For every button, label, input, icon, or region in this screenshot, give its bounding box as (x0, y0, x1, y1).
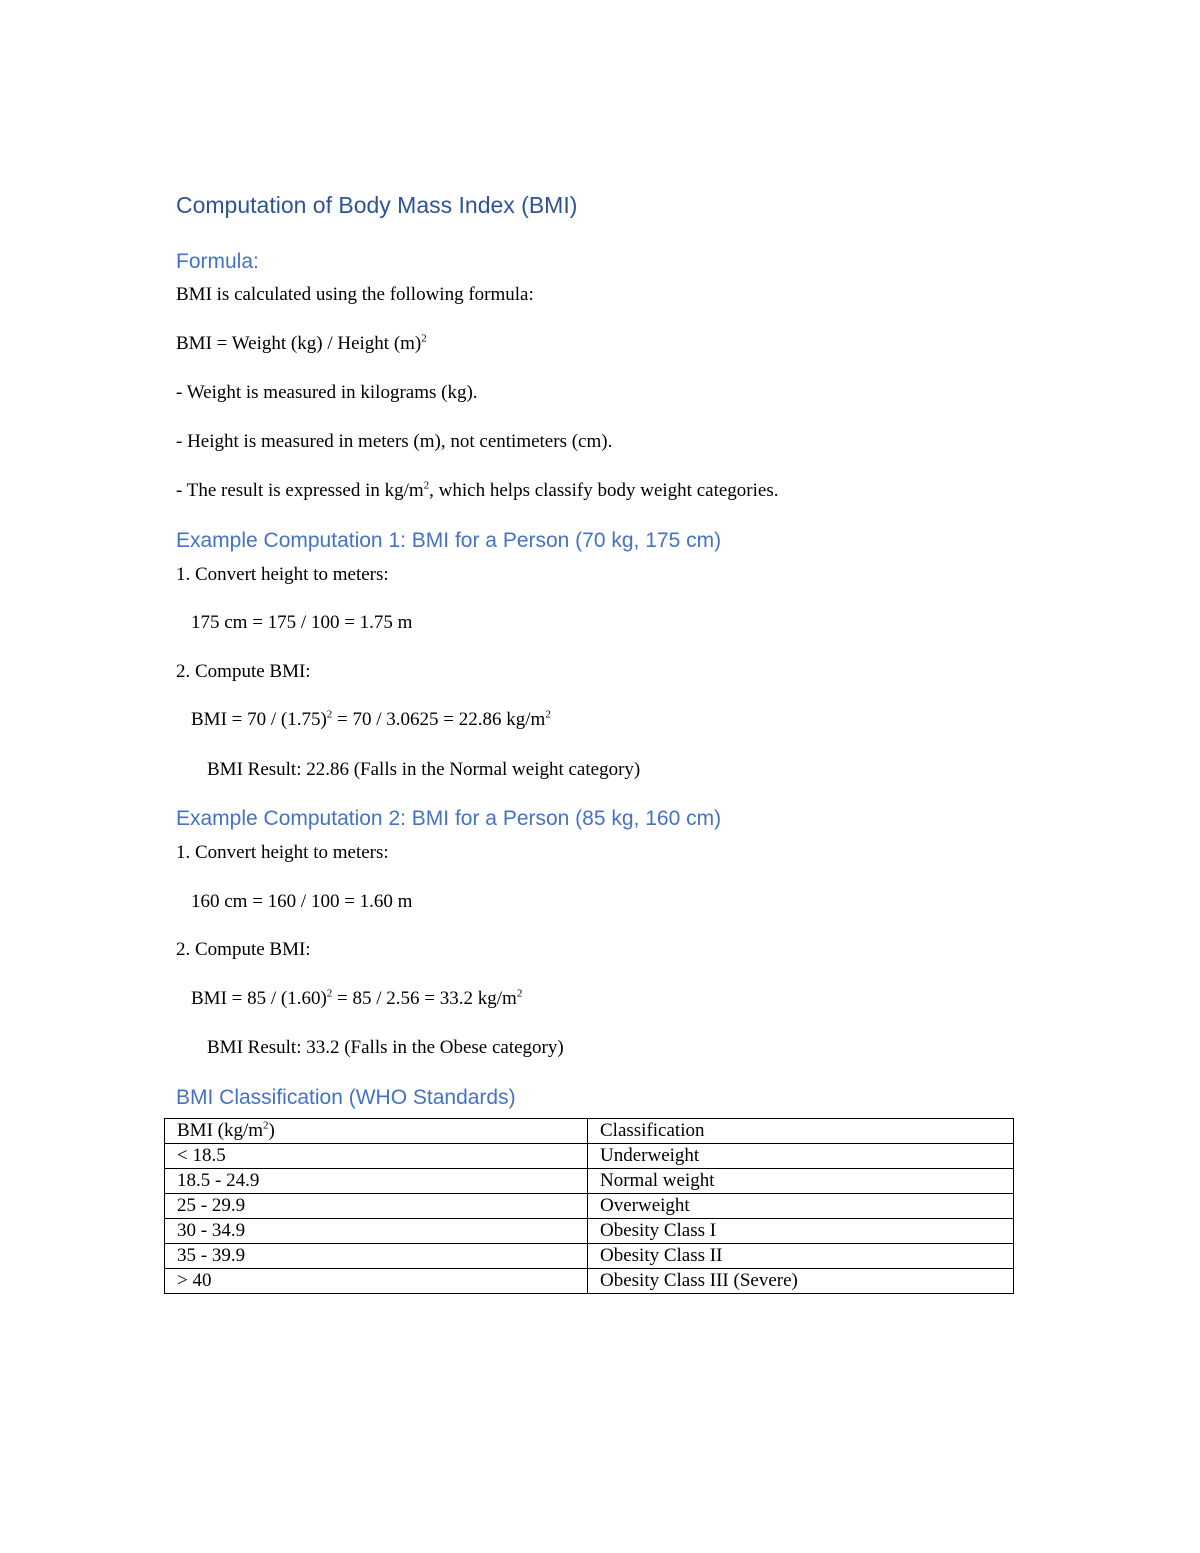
example2-sup-unit: 2 (516, 987, 523, 1000)
classification-cell: Obesity Class II (588, 1244, 1014, 1269)
classification-cell: Underweight (588, 1144, 1014, 1169)
classification-cell: Obesity Class III (Severe) (588, 1269, 1014, 1294)
bullet-result-pre: - The result is expressed in kg/m (176, 480, 424, 501)
example2-result: BMI Result: 33.2 (Falls in the Obese category) (207, 1037, 564, 1058)
formula-heading: Formula: (176, 250, 259, 273)
table-row (165, 1194, 1014, 1219)
formula-intro: BMI is calculated using the following formula: (176, 284, 534, 305)
bullet-result-sup: 2 (423, 479, 430, 492)
example2-heading: Example Computation 2: BMI for a Person (85 kg, 160 cm) (176, 807, 722, 830)
example1-calc-b: = 70 / 3.0625 = 22.86 kg/m (332, 709, 546, 730)
bullet-height: - Height is measured in meters (m), not centimeters (cm). (176, 431, 613, 452)
example2-calc-b: = 85 / 2.56 = 33.2 kg/m (332, 988, 517, 1009)
classification-cell: Overweight (588, 1194, 1014, 1219)
example2-calc-a: BMI = 85 / (1.60) (191, 988, 327, 1009)
bmi-range-cell: 18.5 - 24.9 (165, 1169, 588, 1194)
example2-conversion: 160 cm = 160 / 100 = 1.60 m (191, 891, 413, 912)
example1-calc-a: BMI = 70 / (1.75) (191, 709, 327, 730)
bmi-range-cell: 25 - 29.9 (165, 1194, 588, 1219)
classification-cell: Normal weight (588, 1169, 1014, 1194)
example1-step1: 1. Convert height to meters: (176, 564, 389, 585)
header-bmi-sup: 2 (263, 1119, 269, 1132)
classification-heading: BMI Classification (WHO Standards) (176, 1086, 516, 1109)
header-bmi-text: BMI (kg/m (177, 1120, 264, 1141)
example1-sup-square: 2 (326, 708, 333, 721)
table-row (165, 1169, 1014, 1194)
formula-line (176, 333, 427, 356)
example1-sup-unit: 2 (545, 708, 551, 721)
table-row (165, 1244, 1014, 1269)
example1-step2: 2. Compute BMI: (176, 661, 311, 682)
bmi-range-cell: > 40 (165, 1269, 588, 1294)
bmi-classification-table (164, 1118, 1014, 1294)
table-row (165, 1269, 1014, 1294)
example2-step2: 2. Compute BMI: (176, 939, 311, 960)
header-bmi (165, 1119, 588, 1144)
table-header-row (165, 1119, 1014, 1144)
header-classification: Classification (588, 1119, 1014, 1144)
formula-text: BMI = Weight (kg) / Height (m) (176, 333, 422, 354)
formula-superscript: 2 (421, 332, 427, 345)
header-bmi-close: ) (268, 1120, 275, 1141)
example2-step1: 1. Convert height to meters: (176, 842, 389, 863)
bmi-range-cell: < 18.5 (165, 1144, 588, 1169)
classification-cell: Obesity Class I (588, 1219, 1014, 1244)
example1-result: BMI Result: 22.86 (Falls in the Normal weight category) (207, 759, 641, 780)
bmi-range-cell: 35 - 39.9 (165, 1244, 588, 1269)
bullet-result-unit (176, 480, 778, 503)
example1-conversion: 175 cm = 175 / 100 = 1.75 m (191, 612, 413, 633)
example1-heading: Example Computation 1: BMI for a Person (70 kg, 175 cm) (176, 529, 722, 552)
bmi-range-cell: 30 - 34.9 (165, 1219, 588, 1244)
example1-calculation (191, 709, 551, 732)
table-row (165, 1144, 1014, 1169)
example2-calculation (191, 988, 522, 1011)
table-row (165, 1219, 1014, 1244)
document-title: Computation of Body Mass Index (BMI) (176, 192, 578, 218)
bullet-result-post: , which helps classify body weight categories. (429, 480, 779, 501)
bullet-weight: - Weight is measured in kilograms (kg). (176, 382, 478, 403)
example2-sup-square: 2 (326, 987, 333, 1000)
